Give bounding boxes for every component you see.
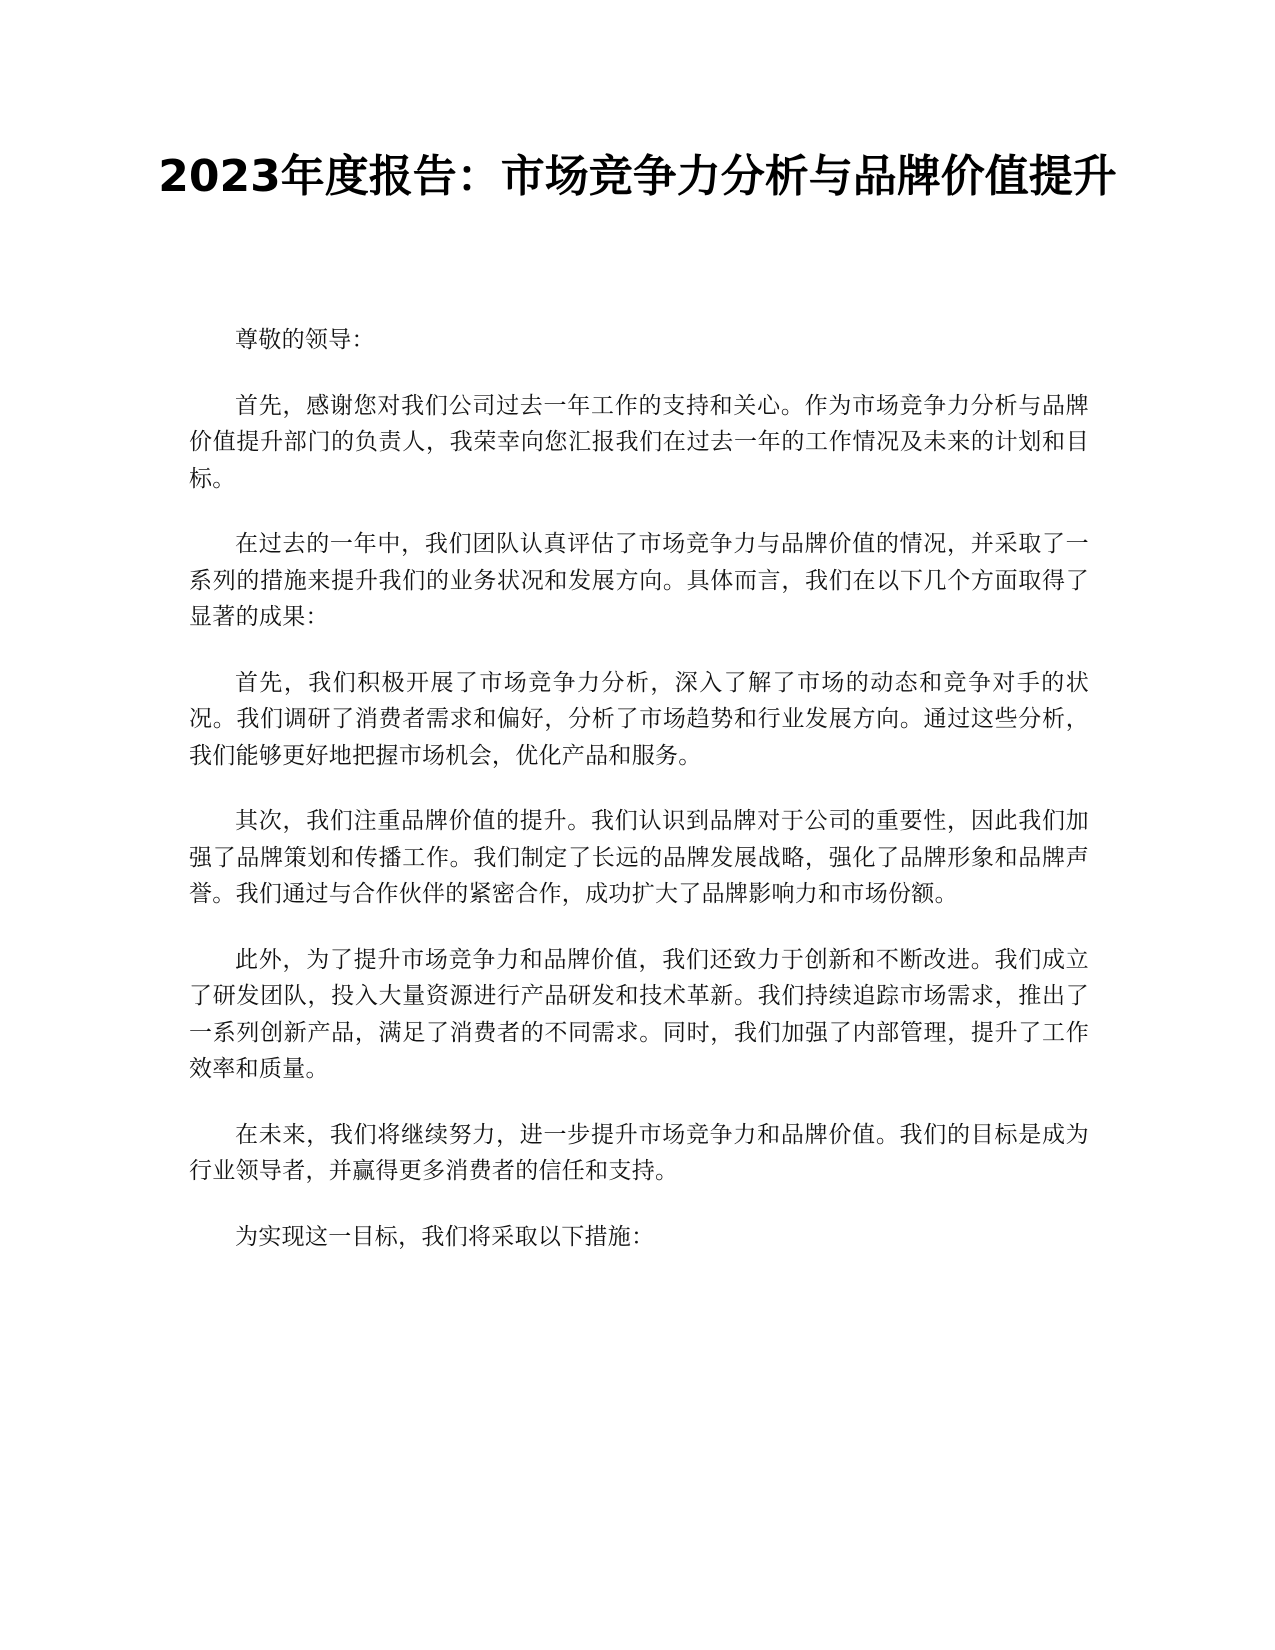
document-body (189, 322, 1089, 1284)
document-title: 2023年度报告：市场竞争力分析与品牌价值提升 (158, 151, 1117, 202)
paragraph: 此外，为了提升市场竞争力和品牌价值，我们还致力于创新和不断改进。我们成立了研发团队，投入大量资源进行产品研发和技术革新。我们持续追踪市场需求，推出了一系列创新产品，满足了消费者的不同需求。同时，我们加强了内部管理，提升了工作效率和质量。 (189, 946, 1089, 1082)
paragraph: 在未来，我们将继续努力，进一步提升市场竞争力和品牌价值。我们的目标是成为行业领导者，并赢得更多消费者的信任和支持。 (189, 1121, 1089, 1184)
paragraph: 首先，我们积极开展了市场竞争力分析，深入了解了市场的动态和竞争对手的状况。我们调研了消费者需求和偏好，分析了市场趋势和行业发展方向。通过这些分析，我们能够更好地把握市场机会，优化产品和服务。 (189, 669, 1089, 769)
paragraph: 为实现这一目标，我们将采取以下措施： (235, 1223, 655, 1250)
paragraph: 在过去的一年中，我们团队认真评估了市场竞争力与品牌价值的情况，并采取了一系列的措施来提升我们的业务状况和发展方向。具体而言，我们在以下几个方面取得了显著的成果： (189, 531, 1089, 630)
paragraph: 首先，感谢您对我们公司过去一年工作的支持和关心。作为市场竞争力分析与品牌价值提升部门的负责人，我荣幸向您汇报我们在过去一年的工作情况及未来的计划和目标。 (189, 392, 1089, 492)
salutation: 尊敬的领导： (235, 327, 375, 353)
paragraph: 其次，我们注重品牌价值的提升。我们认识到品牌对于公司的重要性，因此我们加强了品牌策划和传播工作。我们制定了长远的品牌发展战略，强化了品牌形象和品牌声誉。我们通过与合作伙伴的紧密合作，成功扩大了品牌影响力和市场份额。 (189, 808, 1089, 907)
